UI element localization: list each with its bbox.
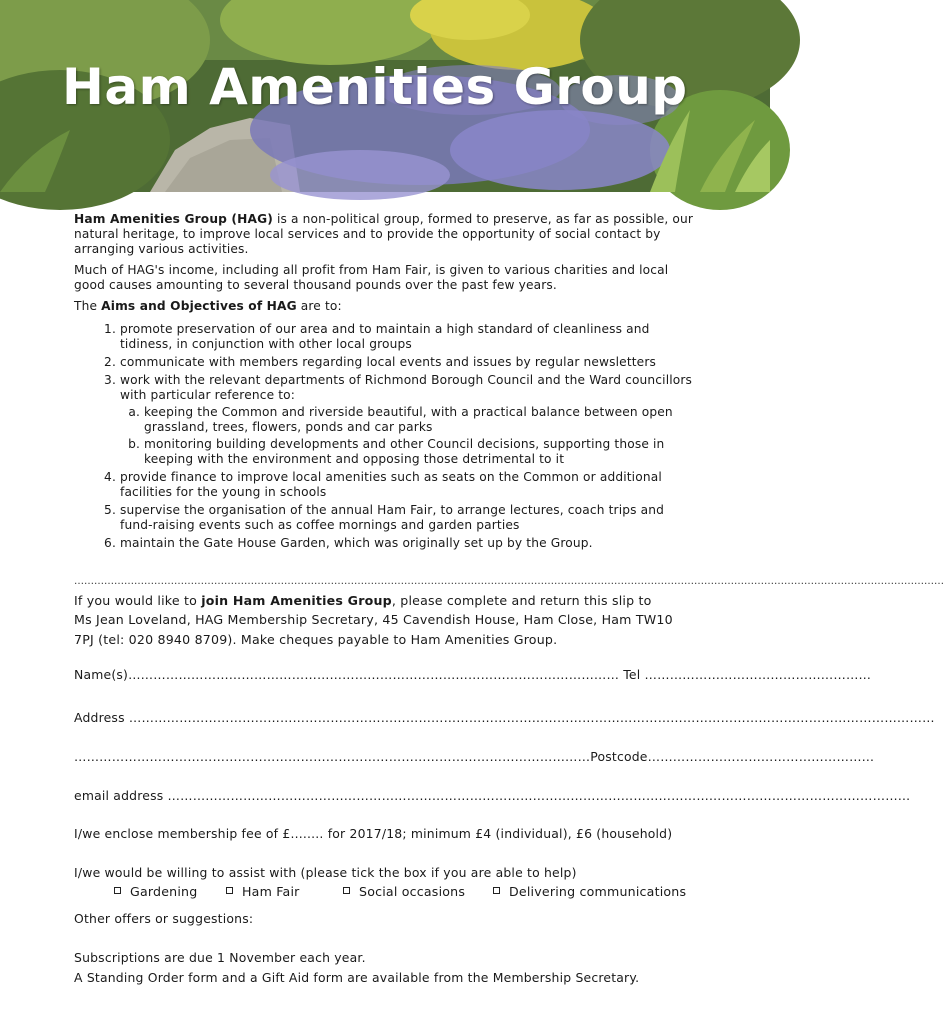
banner-title: Ham Amenities Group: [62, 58, 688, 116]
option-label: Social occasions: [359, 884, 466, 899]
aim-item: 6. maintain the Gate House Garden, which was originally set up by the Group.: [120, 536, 700, 551]
aim-item: 2. communicate with members regarding local events and issues by regular newsletters: [120, 355, 700, 370]
secretary-phone: 7PJ (tel: 020 8940 8709). Make cheques payable to Ham Amenities Group.: [74, 632, 558, 647]
aims-heading-pre: The: [74, 299, 102, 313]
join-intro: [74, 593, 700, 608]
join-intro-bold: join Ham Amenities Group: [201, 593, 392, 608]
forms-note: A Standing Order form and a Gift Aid form are available from the Membership Secretary.: [74, 970, 640, 985]
aims-heading: [74, 299, 700, 314]
address-field[interactable]: Address …………………………………………………………………………………………………………………………………………………………………………: [74, 710, 935, 725]
intro-text: is a non-political group, formed to preserve, as far as possible, our natural heritage, to improve local services and to provide the opportunity of social contact by arranging various activities.: [74, 212, 694, 256]
checkbox-icon[interactable]: [493, 887, 500, 894]
income-paragraph: Much of HAG's income, including all profit from Ham Fair, is given to various charities and local good causes amounting to several thousand pounds over the past few years.: [74, 263, 669, 292]
assist-options: [0, 884, 770, 902]
aims-heading-post: are to:: [296, 299, 342, 313]
name-tel-field[interactable]: Name(s)……………………………………………………………………………………………………… Tel ………………………………………………: [74, 667, 872, 682]
sub-aim-item: b. monitoring building developments and other Council decisions, supporting those in keeping with the environment and opposing those detrimental to it: [144, 437, 700, 467]
cut-line: ………………………………………………………………………………………………………………………………………………………………………………………………………………………………………: [74, 576, 944, 587]
other-suggestions[interactable]: Other offers or suggestions:: [74, 911, 254, 926]
option-delivering-communications[interactable]: [493, 884, 686, 899]
secretary-address: Ms Jean Loveland, HAG Membership Secretary, 45 Cavendish House, Ham Close, Ham TW10: [74, 612, 673, 627]
checkbox-icon[interactable]: [226, 887, 233, 894]
sub-aim-item: a. keeping the Common and riverside beautiful, with a practical balance between open grassland, trees, flowers, ponds and car parks: [144, 405, 700, 435]
aim-item: 1. promote preservation of our area and to maintain a high standard of cleanliness and tidiness, in conjunction with other local groups: [120, 322, 700, 352]
aim-item: 5. supervise the organisation of the annual Ham Fair, to arrange lectures, coach trips and fund-raising events such as coffee mornings and garden parties: [120, 503, 700, 533]
intro-paragraph: [74, 212, 700, 257]
email-field[interactable]: email address ……………………………………………………………………………………………………………………………………………………………: [74, 788, 911, 803]
checkbox-icon[interactable]: [114, 887, 121, 894]
option-label: Delivering communications: [509, 884, 687, 899]
aims-list: [74, 322, 700, 551]
intro-bold: Ham Amenities Group (HAG): [74, 212, 273, 226]
aim-item: 4. provide finance to improve local amenities such as seats on the Common or additional facilities for the young in schools: [120, 470, 700, 500]
option-gardening[interactable]: [114, 884, 197, 899]
checkbox-icon[interactable]: [343, 887, 350, 894]
sub-aims-list: [120, 405, 700, 467]
option-label: Ham Fair: [242, 884, 300, 899]
aim-item-text: work with the relevant departments of Richmond Borough Council and the Ward councillors with particular reference to:: [120, 373, 693, 402]
option-ham-fair[interactable]: [226, 884, 300, 899]
main-content: [74, 212, 700, 554]
postcode-field[interactable]: ……………………………………………………………………………………………………………Postcode………………………………………………: [74, 749, 875, 764]
join-intro-post: , please complete and return this slip to: [391, 593, 652, 608]
subscriptions-note: Subscriptions are due 1 November each year.: [74, 950, 366, 965]
membership-fee-line: I/we enclose membership fee of £........ for 2017/18; minimum £4 (individual), £6 (household): [74, 826, 673, 841]
aims-heading-bold: Aims and Objectives of HAG: [101, 299, 297, 313]
assist-prompt: I/we would be willing to assist with (please tick the box if you are able to help): [74, 865, 577, 880]
aim-item: [120, 373, 700, 467]
option-label: Gardening: [130, 884, 198, 899]
option-social-occasions[interactable]: [343, 884, 465, 899]
join-intro-pre: If you would like to: [74, 593, 202, 608]
header-banner: [0, 0, 770, 192]
